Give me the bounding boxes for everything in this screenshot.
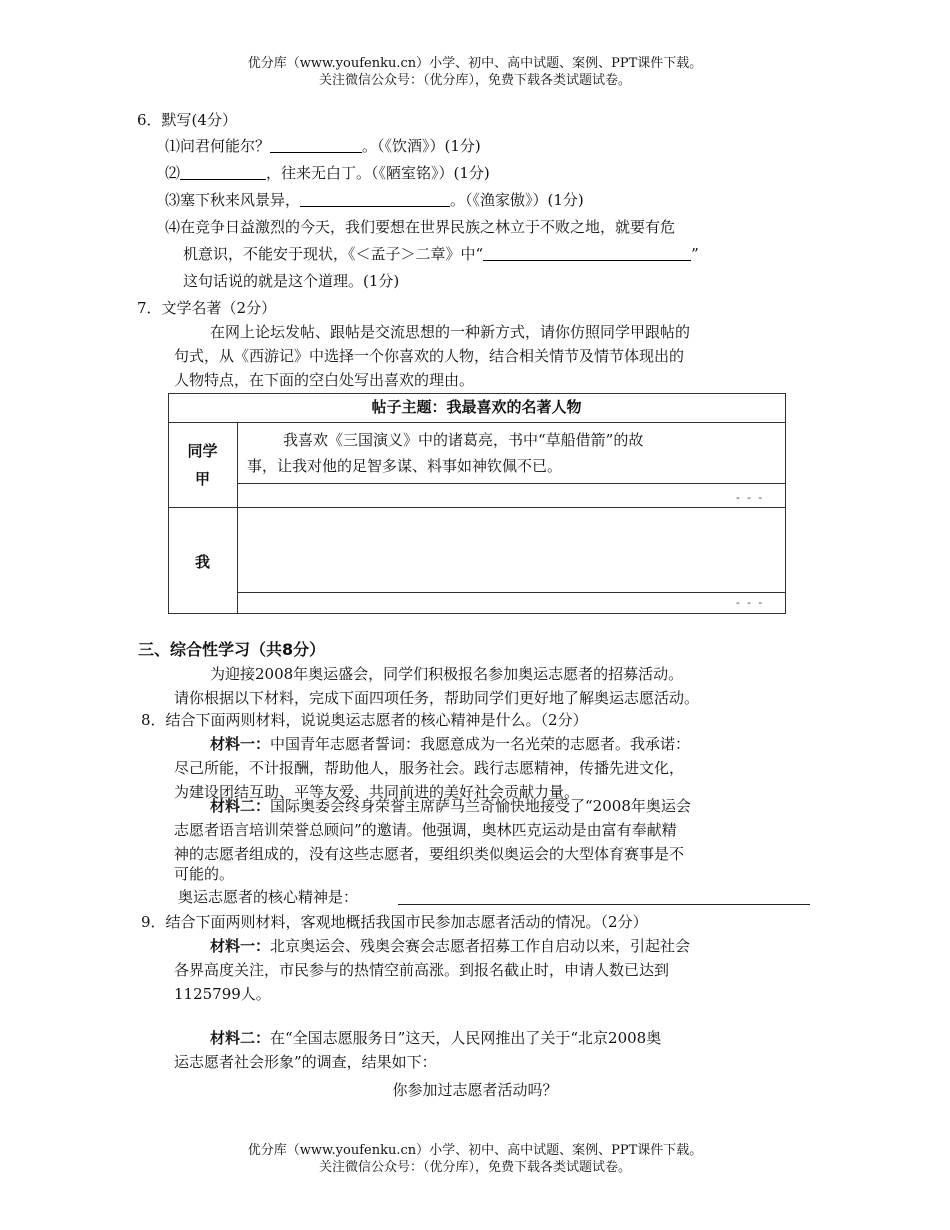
q9-material-2-label: 材料二：	[210, 1029, 271, 1047]
q7-para-line-2: 句式，从《西游记》中选择一个你喜欢的人物，结合相关情节及情节体现出的	[174, 347, 685, 365]
q6-item-3	[165, 188, 584, 212]
q8-material-2-line-4: 可能的。	[174, 865, 235, 883]
footer-line-2: 关注微信公众号：（优分库），免费下载各类试题试卷。	[318, 1160, 631, 1175]
q6-item-4-line-1: ⑷在竞争日益激烈的今天，我们要想在世界民族之林立于不败之地，就要有危	[165, 218, 676, 236]
q8-material-1-line-2: 尽己所能，不计报酬，帮助他人，服务社会。践行志愿精神，传播先进文化，	[174, 759, 685, 777]
q9-material-1-line-1	[210, 934, 690, 958]
q6-item-2-suffix: ，往来无白丁。（《陋室铭》）(1分)	[266, 164, 490, 182]
footer-line-1: 优分库（www.youfenku.cn）小学、初中、高中试题、案例、PPT课件下载。	[247, 1143, 703, 1158]
row1-label-line-1: 同学	[187, 442, 218, 460]
row1-label-line-2: 甲	[194, 470, 210, 488]
q6-title: 6．默写(4分）	[137, 111, 237, 129]
row1-dots: - - -	[736, 491, 765, 504]
survey-question: 你参加过志愿者活动吗？	[392, 1081, 558, 1099]
q6-item-1	[165, 134, 481, 158]
table-divider	[237, 592, 785, 593]
q6-item-2	[165, 161, 490, 185]
q9-material-2-line-2: 运志愿者社会形象”的调查，结果如下：	[174, 1053, 437, 1071]
table-topic: 帖子主题：我最喜欢的名著人物	[371, 398, 582, 416]
q6-blank-4[interactable]	[483, 244, 691, 261]
q8-title: 8．结合下面两则材料，说说奥运志愿者的核心精神是什么。（2分）	[141, 711, 588, 729]
q6-item-4-line-3: 这句话说的就是这个道理。(1分)	[183, 272, 400, 290]
row2-dots: - - -	[736, 596, 765, 609]
q9-material-1-text: 北京奥运会、残奥会赛会志愿者招募工作自启动以来，引起社会	[270, 937, 691, 955]
table-divider	[168, 507, 785, 508]
q9-material-1-label: 材料一：	[210, 937, 271, 955]
q6-item-1-prefix: ⑴问君何能尔？	[165, 137, 271, 155]
q9-material-2-line-1	[210, 1026, 661, 1050]
q6-item-4-prefix: 机意识，不能安于现状，《＜孟子＞二章》中“	[183, 245, 484, 263]
header-line-1: 优分库（www.youfenku.cn）小学、初中、高中试题、案例、PPT课件下载。	[247, 56, 703, 71]
q8-material-2-text: 国际奥委会终身荣誉主席萨马兰奇愉快地接受了“2008年奥运会	[270, 797, 691, 815]
q9-title: 9．结合下面两则材料，客观地概括我国市民参加志愿者活动的情况。（2分）	[141, 913, 648, 931]
table-divider	[237, 483, 785, 484]
q8-material-1-line-3: 为建设团结互助、平等友爱、共同前进的美好社会贡献力量。	[174, 783, 580, 801]
q6-item-4-suffix: ”	[691, 245, 699, 263]
q9-material-2-text: 在“全国志愿服务日”这天，人民网推出了关于“北京2008奥	[270, 1029, 662, 1047]
row1-answer-line-1: 我喜欢《三国演义》中的诸葛亮，书中“草船借箭”的故	[283, 431, 644, 449]
section3-title: 三、综合性学习（共8分）	[138, 640, 326, 659]
q8-material-2-line-1	[210, 794, 691, 818]
q8-material-2-label: 材料二：	[210, 797, 271, 815]
section3-intro-line-2: 请你根据以下材料，完成下面四项任务，帮助同学们更好地了解奥运志愿活动。	[174, 689, 700, 707]
q6-item-4-line-2	[183, 242, 699, 266]
q7-title: 7．文学名著（2分）	[137, 299, 277, 317]
table-divider	[237, 422, 238, 613]
q9-material-1-line-2: 各界高度关注，市民参与的热情空前高涨。到报名截止时，申请人数已达到	[174, 961, 670, 979]
table-divider	[168, 422, 785, 423]
q8-material-1-label: 材料一：	[210, 735, 271, 753]
row1-answer-line-2: 事，让我对他的足智多谋、料事如神钦佩不已。	[247, 457, 563, 475]
row2-label: 我	[194, 553, 210, 571]
q8-material-1-line-1	[210, 732, 690, 756]
q6-item-3-prefix: ⑶塞下秋来风景异，	[165, 191, 301, 209]
q8-material-2-line-2: 志愿者语言培训荣誉总顾问”的邀请。他强调，奥林匹克运动是由富有奉献精	[174, 821, 677, 839]
q6-item-2-prefix: ⑵	[165, 164, 181, 182]
section3-intro-line-1: 为迎接2008年奥运盛会，同学们积极报名参加奥运志愿者的招募活动。	[210, 665, 684, 683]
q8-material-2-line-3: 神的志愿者组成的，没有这些志愿者，要组织类似奥运会的大型体育赛事是不	[174, 845, 685, 863]
q8-answer-prompt: 奥运志愿者的核心精神是：	[178, 888, 359, 906]
q8-material-1-text: 中国青年志愿者誓词：我愿意成为一名光荣的志愿者。我承诺：	[270, 735, 691, 753]
q7-para-line-3: 人物特点，在下面的空白处写出喜欢的理由。	[174, 371, 475, 389]
q9-material-1-line-3: 1125799人。	[174, 985, 271, 1003]
header-line-2: 关注微信公众号：（优分库），免费下载各类试题试卷。	[318, 73, 631, 88]
q6-blank-2[interactable]	[180, 163, 266, 180]
q6-item-3-suffix: 。（《渔家傲》）(1分)	[450, 191, 584, 209]
q6-item-1-suffix: 。（《饮酒》）(1分)	[362, 137, 481, 155]
row2-answer-area[interactable]	[240, 510, 782, 590]
q6-blank-3[interactable]	[300, 190, 450, 207]
q7-para-line-1: 在网上论坛发帖、跟帖是交流思想的一种新方式，请你仿照同学甲跟帖的	[210, 323, 691, 341]
q6-blank-1[interactable]	[270, 136, 362, 153]
q8-answer-line[interactable]	[398, 904, 810, 905]
